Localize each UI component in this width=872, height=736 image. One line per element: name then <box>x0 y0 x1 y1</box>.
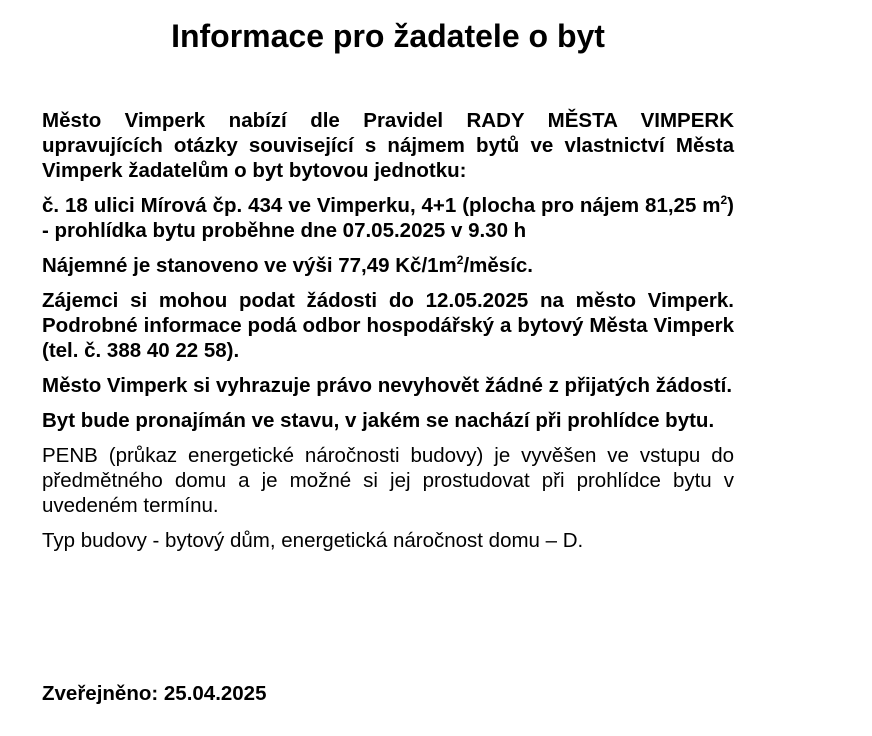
unit-paragraph <box>42 193 734 243</box>
condition-paragraph: Byt bude pronajímán ve stavu, v jakém se nachází při prohlídce bytu. <box>42 409 715 432</box>
rent-text-b: /měsíc. <box>463 254 533 277</box>
apply-paragraph: Zájemci si mohou podat žádosti do 12.05.2025 na město Vimperk. Podrobné informace podá odbor hospodářský a bytový Města Vimperk (tel. č. 388 40 22 58). <box>42 289 734 362</box>
unit-text-b: ) - prohlídka bytu proběhne dne 07.05.2025 v 9.30 h <box>42 194 734 242</box>
unit-superscript: 2 <box>720 193 728 208</box>
reserve-paragraph: Město Vimperk si vyhrazuje právo nevyhovět žádné z přijatých žádostí. <box>42 374 733 397</box>
rent-superscript: 2 <box>456 253 464 268</box>
page-title: Informace pro žadatele o byt <box>171 18 605 54</box>
building-paragraph: Typ budovy - bytový dům, energetická náročnost domu – D. <box>42 529 584 552</box>
published-date: Zveřejněno: 25.04.2025 <box>42 682 267 705</box>
rent-paragraph <box>42 253 734 278</box>
unit-text-a: č. 18 ulici Mírová čp. 434 ve Vimperku, 4+1 (plocha pro nájem 81,25 m <box>42 194 721 217</box>
notice-body <box>42 108 734 563</box>
penb-paragraph: PENB (průkaz energetické náročnosti budovy) je vyvěšen ve vstupu do předmětného domu a je možné si jej prostudovat při prohlídce bytu v uvedeném termínu. <box>42 444 734 517</box>
intro-paragraph: Město Vimperk nabízí dle Pravidel RADY MĚSTA VIMPERK upravujících otázky související s nájmem bytů ve vlastnictví Města Vimperk žadatelům o byt bytovou jednotku: <box>42 109 734 182</box>
rent-text-a: Nájemné je stanoveno ve výši 77,49 Kč/1m <box>42 254 457 277</box>
